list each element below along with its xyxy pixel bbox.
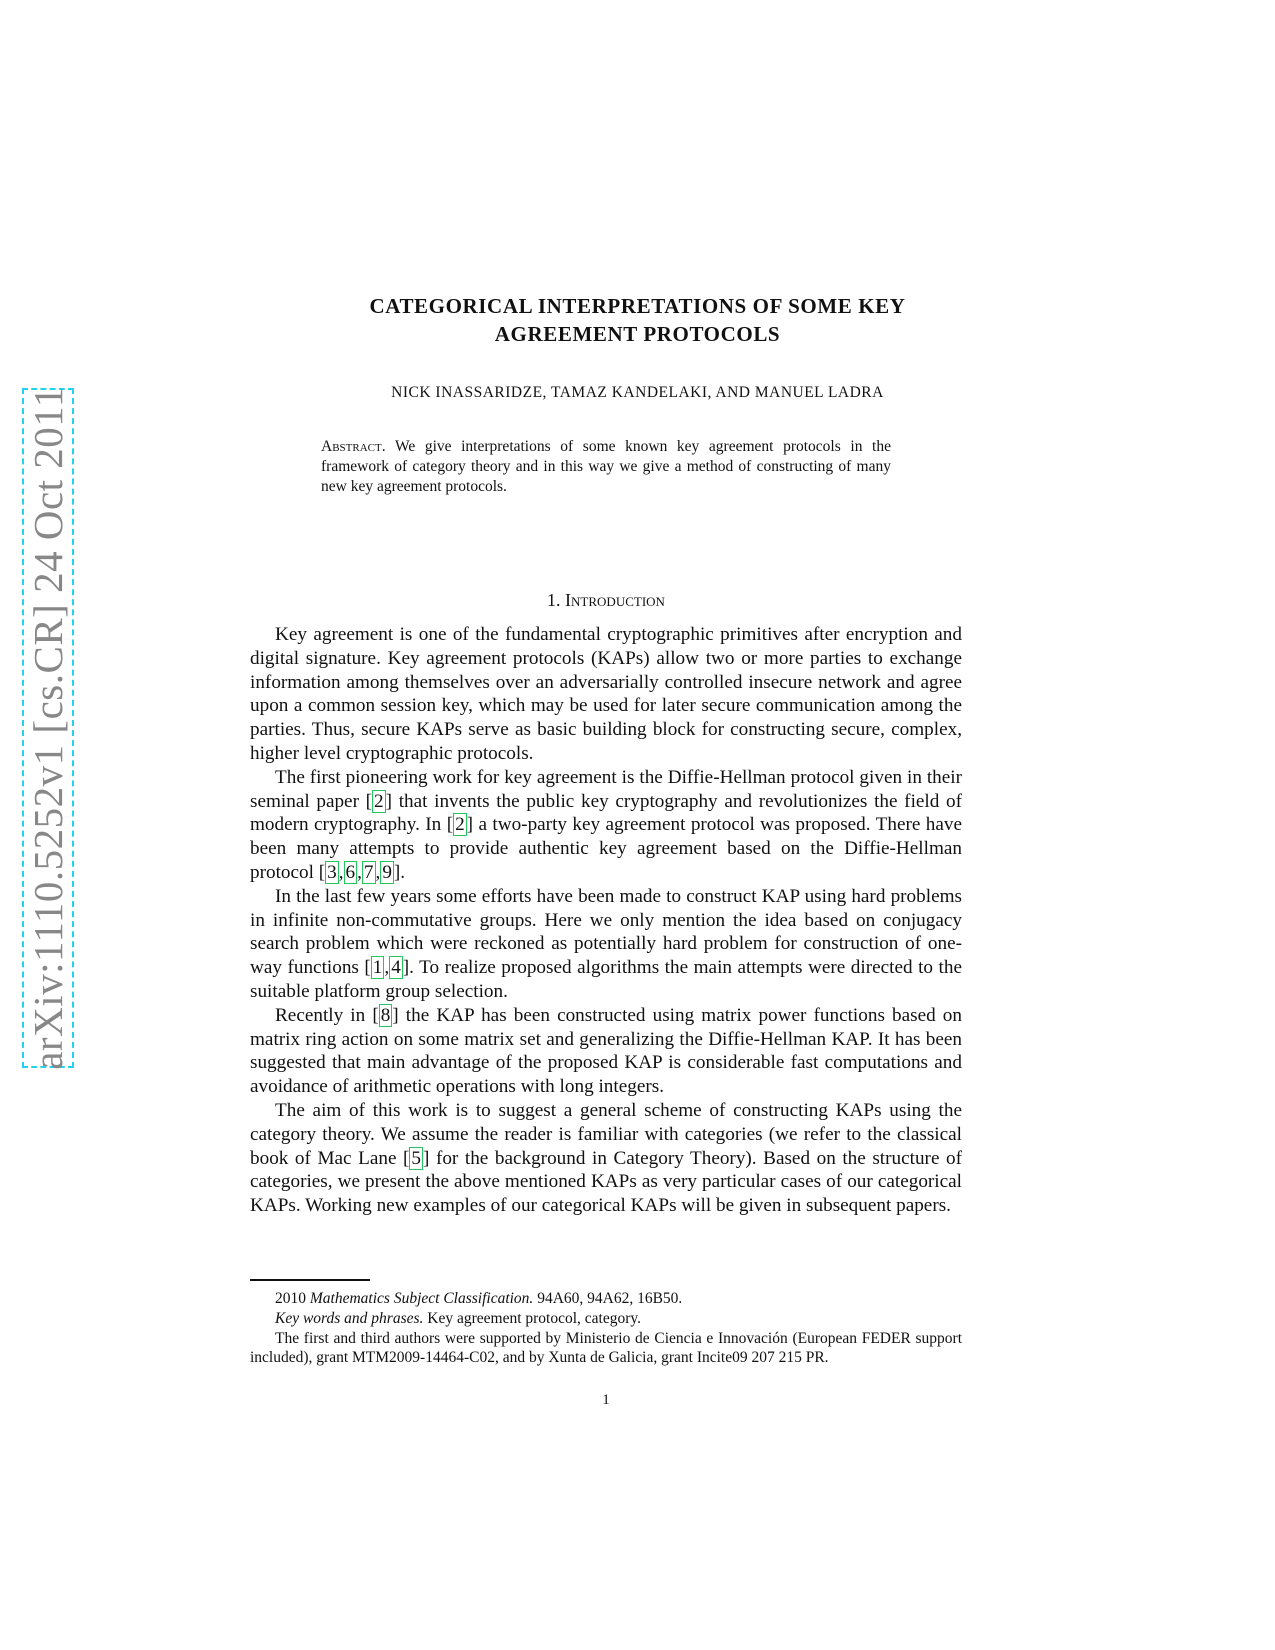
text: The first pioneering work for key agreement is the Diffie-Hellman protocol given in their seminal paper: [250, 766, 962, 812]
citation-link[interactable]: 5: [411, 1147, 421, 1169]
citation-link[interactable]: 3: [327, 861, 337, 883]
footnote-support: The first and third authors were supported by Ministerio de Ciencia e Innovación (European FEDER support included), grant MTM2009-14464-C02, and by Xunta de Galicia, grant Incite09 207 215 PR.: [250, 1329, 962, 1367]
abstract-text: We give interpretations of some known key agreement protocols in the framework of category theory and in this way we give a method of constructing of many new key agreement protocols.: [321, 438, 891, 495]
footnote-msc: [250, 1289, 962, 1309]
title-line-2: AGREEMENT PROTOCOLS: [494, 322, 781, 346]
text: a two-party key agreement protocol was proposed. There have been many attempts to provide authentic key agreement based on the Diffie-Hellman protocol: [250, 814, 962, 883]
text: the KAP has been constructed using matrix power functions based on matrix ring action on some matrix set and generalizing the Diffie-Hellman KAP. It has been suggested that main advantage of the proposed KAP is considerable fast computations and avoidance of arithmetic operations with long integers.: [250, 1004, 962, 1098]
citation-link[interactable]: 7: [363, 861, 374, 883]
text: Recently in: [275, 1004, 373, 1026]
citation-link[interactable]: 4: [391, 957, 401, 979]
text: for the background in Category Theory). Based on the structure of categories, we present the above mentioned KAPs as very particular cases of our categorical KAPs. Working new examples of our categorical KAPs will be given in subsequent papers.: [250, 1147, 962, 1217]
section-number: 1.: [547, 590, 561, 610]
keywords-label: Key words and phrases.: [275, 1309, 424, 1327]
msc-year: 2010: [275, 1290, 306, 1307]
paragraph: Recently in [ 8 ] the KAP has been constructed using matrix power functions based on matrix ring action on some matrix set and generalizing the Diffie-Hellman KAP. It has been suggested that main advantage of the proposed KAP is considerable fast computations and avoidance of arithmetic operations with long integers.: [250, 1004, 962, 1098]
citation-link[interactable]: 2: [455, 814, 465, 836]
body-text: [250, 623, 962, 1218]
text: The aim of this work is to suggest a general scheme of constructing KAPs using the category theory. We assume the reader is familiar with categories (we refer to the classical book of Mac Lane: [250, 1099, 962, 1169]
authors: NICK INASSARIDZE, TAMAZ KANDELAKI, AND MANUEL LADRA: [391, 384, 884, 401]
citation-link[interactable]: 2: [374, 790, 384, 812]
page-number: 1: [602, 1392, 610, 1408]
section-heading: [250, 590, 962, 611]
msc-label: Mathematics Subject Classification.: [309, 1290, 534, 1307]
text: . To realize proposed algorithms the main attempts were directed to the suitable platform group selection.: [250, 957, 962, 1002]
text: .: [400, 861, 406, 883]
arxiv-stamp: [22, 388, 74, 1068]
citation-link[interactable]: 6: [345, 861, 356, 883]
citation-link[interactable]: 9: [382, 861, 392, 883]
paper-title: [250, 292, 1025, 348]
title-line-1: CATEGORICAL INTERPRETATIONS OF SOME KEY: [369, 294, 906, 318]
citation-link[interactable]: 1: [372, 957, 383, 979]
footnote-rule: [250, 1279, 370, 1281]
msc-codes: 94A60, 94A62, 16B50.: [537, 1290, 683, 1307]
text: that invents the public key cryptography and revolutionizes the field of modern cryptography. In: [250, 790, 962, 836]
paragraph: Key agreement is one of the fundamental cryptographic primitives after encryption and digital signature. Key agreement protocols (KAPs) allow two or more parties to exchange information among themselves over an adversarially controlled insecure network and agree upon a common session key, which may be used for later secure communication among the parties. Thus, secure KAPs serve as basic building block for constructing secure, complex, higher level cryptographic protocols.: [250, 624, 962, 764]
arxiv-identifier: arXiv:1110.5252v1 [cs.CR] 24 Oct 2011: [25, 386, 71, 1070]
footnote-keywords: [250, 1309, 962, 1329]
paragraph: The first pioneering work for key agreement is the Diffie-Hellman protocol given in their seminal paper [ 2 ] that invents the public key cryptography and revolutionizes the field of modern cryptography. In [ 2 ] a two-party key agreement protocol was proposed. There have been many attempts to provide authentic key agreement based on the Diffie-Hellman protocol [ 3 , 6 , 7 , 9 ].: [250, 766, 962, 883]
abstract-label: Abstract.: [321, 438, 386, 455]
paragraph: In the last few years some efforts have been made to construct KAP using hard problems in infinite non-commutative groups. Here we only mention the idea based on conjugacy search problem which were reckoned as potentially hard problem for construction of one-way functions [ 1 , 4 ]. To realize proposed algorithms the main attempts were directed to the suitable platform group selection.: [250, 885, 962, 1002]
citation-link[interactable]: 8: [380, 1004, 391, 1026]
text: In the last few years some efforts have been made to construct KAP using hard problems in infinite non-commutative groups. Here we only mention the idea based on conjugacy search problem which were reckoned as potentially hard problem for construction of one-way functions: [250, 885, 962, 979]
keywords-text: Key agreement protocol, category.: [427, 1309, 642, 1327]
footnotes: [250, 1289, 962, 1368]
abstract: [321, 437, 891, 497]
section-title: Introduction: [565, 590, 665, 610]
paragraph: The aim of this work is to suggest a general scheme of constructing KAPs using the category theory. We assume the reader is familiar with categories (we refer to the classical book of Mac Lane [ 5 ] for the background in Category Theory). Based on the structure of categories, we present the above mentioned KAPs as very particular cases of our categorical KAPs. Working new examples of our categorical KAPs will be given in subsequent papers.: [250, 1099, 962, 1217]
